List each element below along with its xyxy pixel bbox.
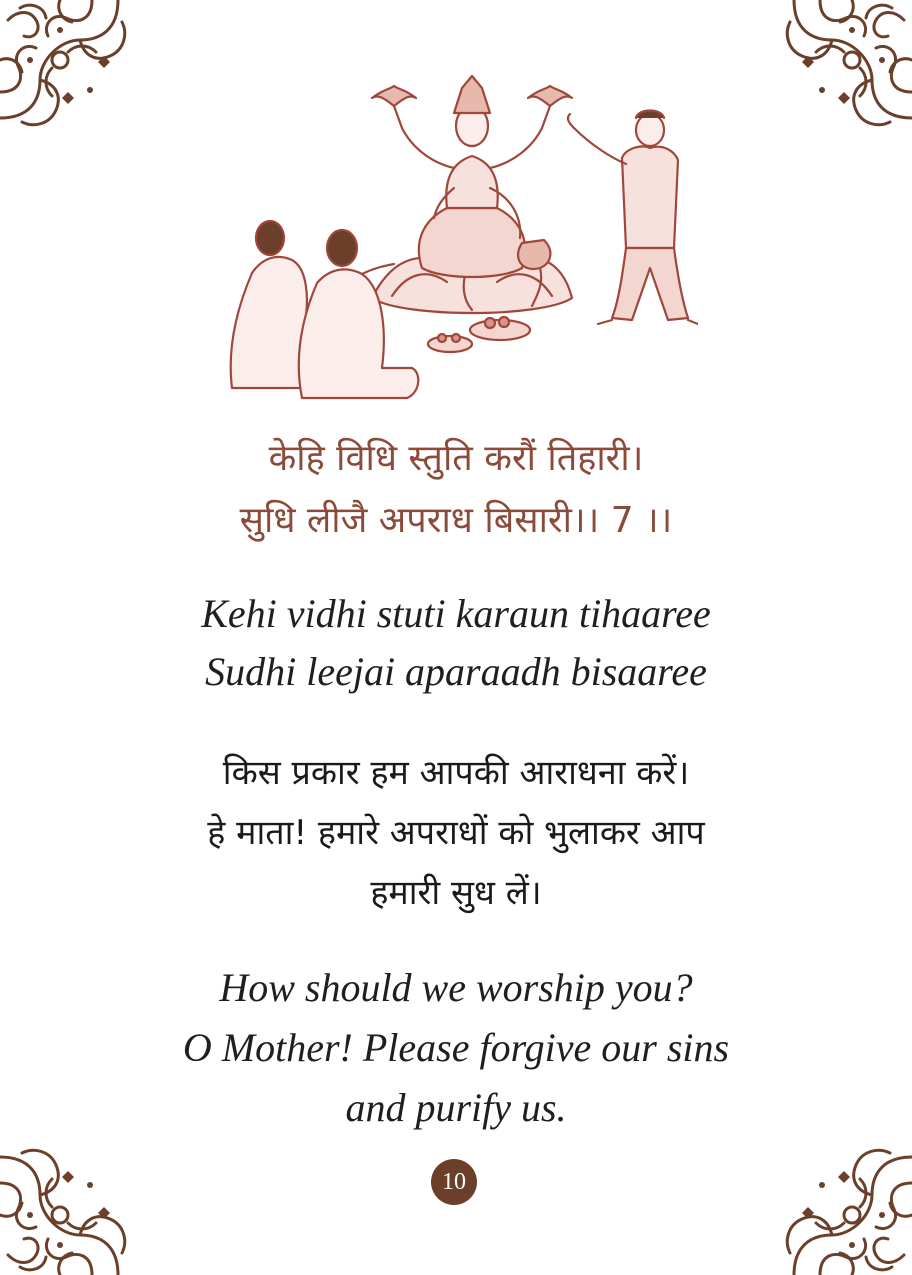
corner-ornament-top-left: [0, 0, 140, 140]
meaning-hindi-line: किस प्रकार हम आपकी आराधना करें।: [222, 753, 690, 793]
meaning-english-line: O Mother! Please forgive our sins: [182, 1025, 730, 1070]
floral-corner-icon: [772, 1135, 912, 1275]
page-number-badge: 10: [431, 1159, 477, 1205]
floral-corner-icon: [0, 0, 140, 140]
meaning-english: [0, 958, 912, 1138]
verse-hindi: [0, 428, 912, 552]
verse-hindi-line: सुधि लीजै अपराध बिसारी।। 7 ।।: [239, 500, 673, 541]
meaning-english-line: How should we worship you?: [219, 965, 693, 1010]
meaning-hindi: [0, 743, 912, 923]
meaning-english-line: and purify us.: [345, 1085, 567, 1130]
corner-ornament-bottom-left: [0, 1135, 140, 1275]
transliteration-line: Sudhi leejai aparaadh bisaaree: [205, 649, 707, 694]
corner-ornament-bottom-right: [772, 1135, 912, 1275]
floral-corner-icon: [772, 0, 912, 140]
meaning-hindi-line: हे माता! हमारे अपराधों को भुलाकर आप: [207, 813, 705, 853]
goddess-lakshmi-icon: [222, 68, 698, 420]
transliteration-line: Kehi vidhi stuti karaun tihaaree: [201, 591, 711, 636]
meaning-hindi-line: हमारी सुध लें।: [370, 873, 542, 913]
corner-ornament-top-right: [772, 0, 912, 140]
goddess-illustration: [222, 68, 698, 420]
floral-corner-icon: [0, 1135, 140, 1275]
verse-transliteration: [0, 585, 912, 701]
verse-hindi-line: केहि विधि स्तुति करौं तिहारी।: [268, 438, 644, 479]
